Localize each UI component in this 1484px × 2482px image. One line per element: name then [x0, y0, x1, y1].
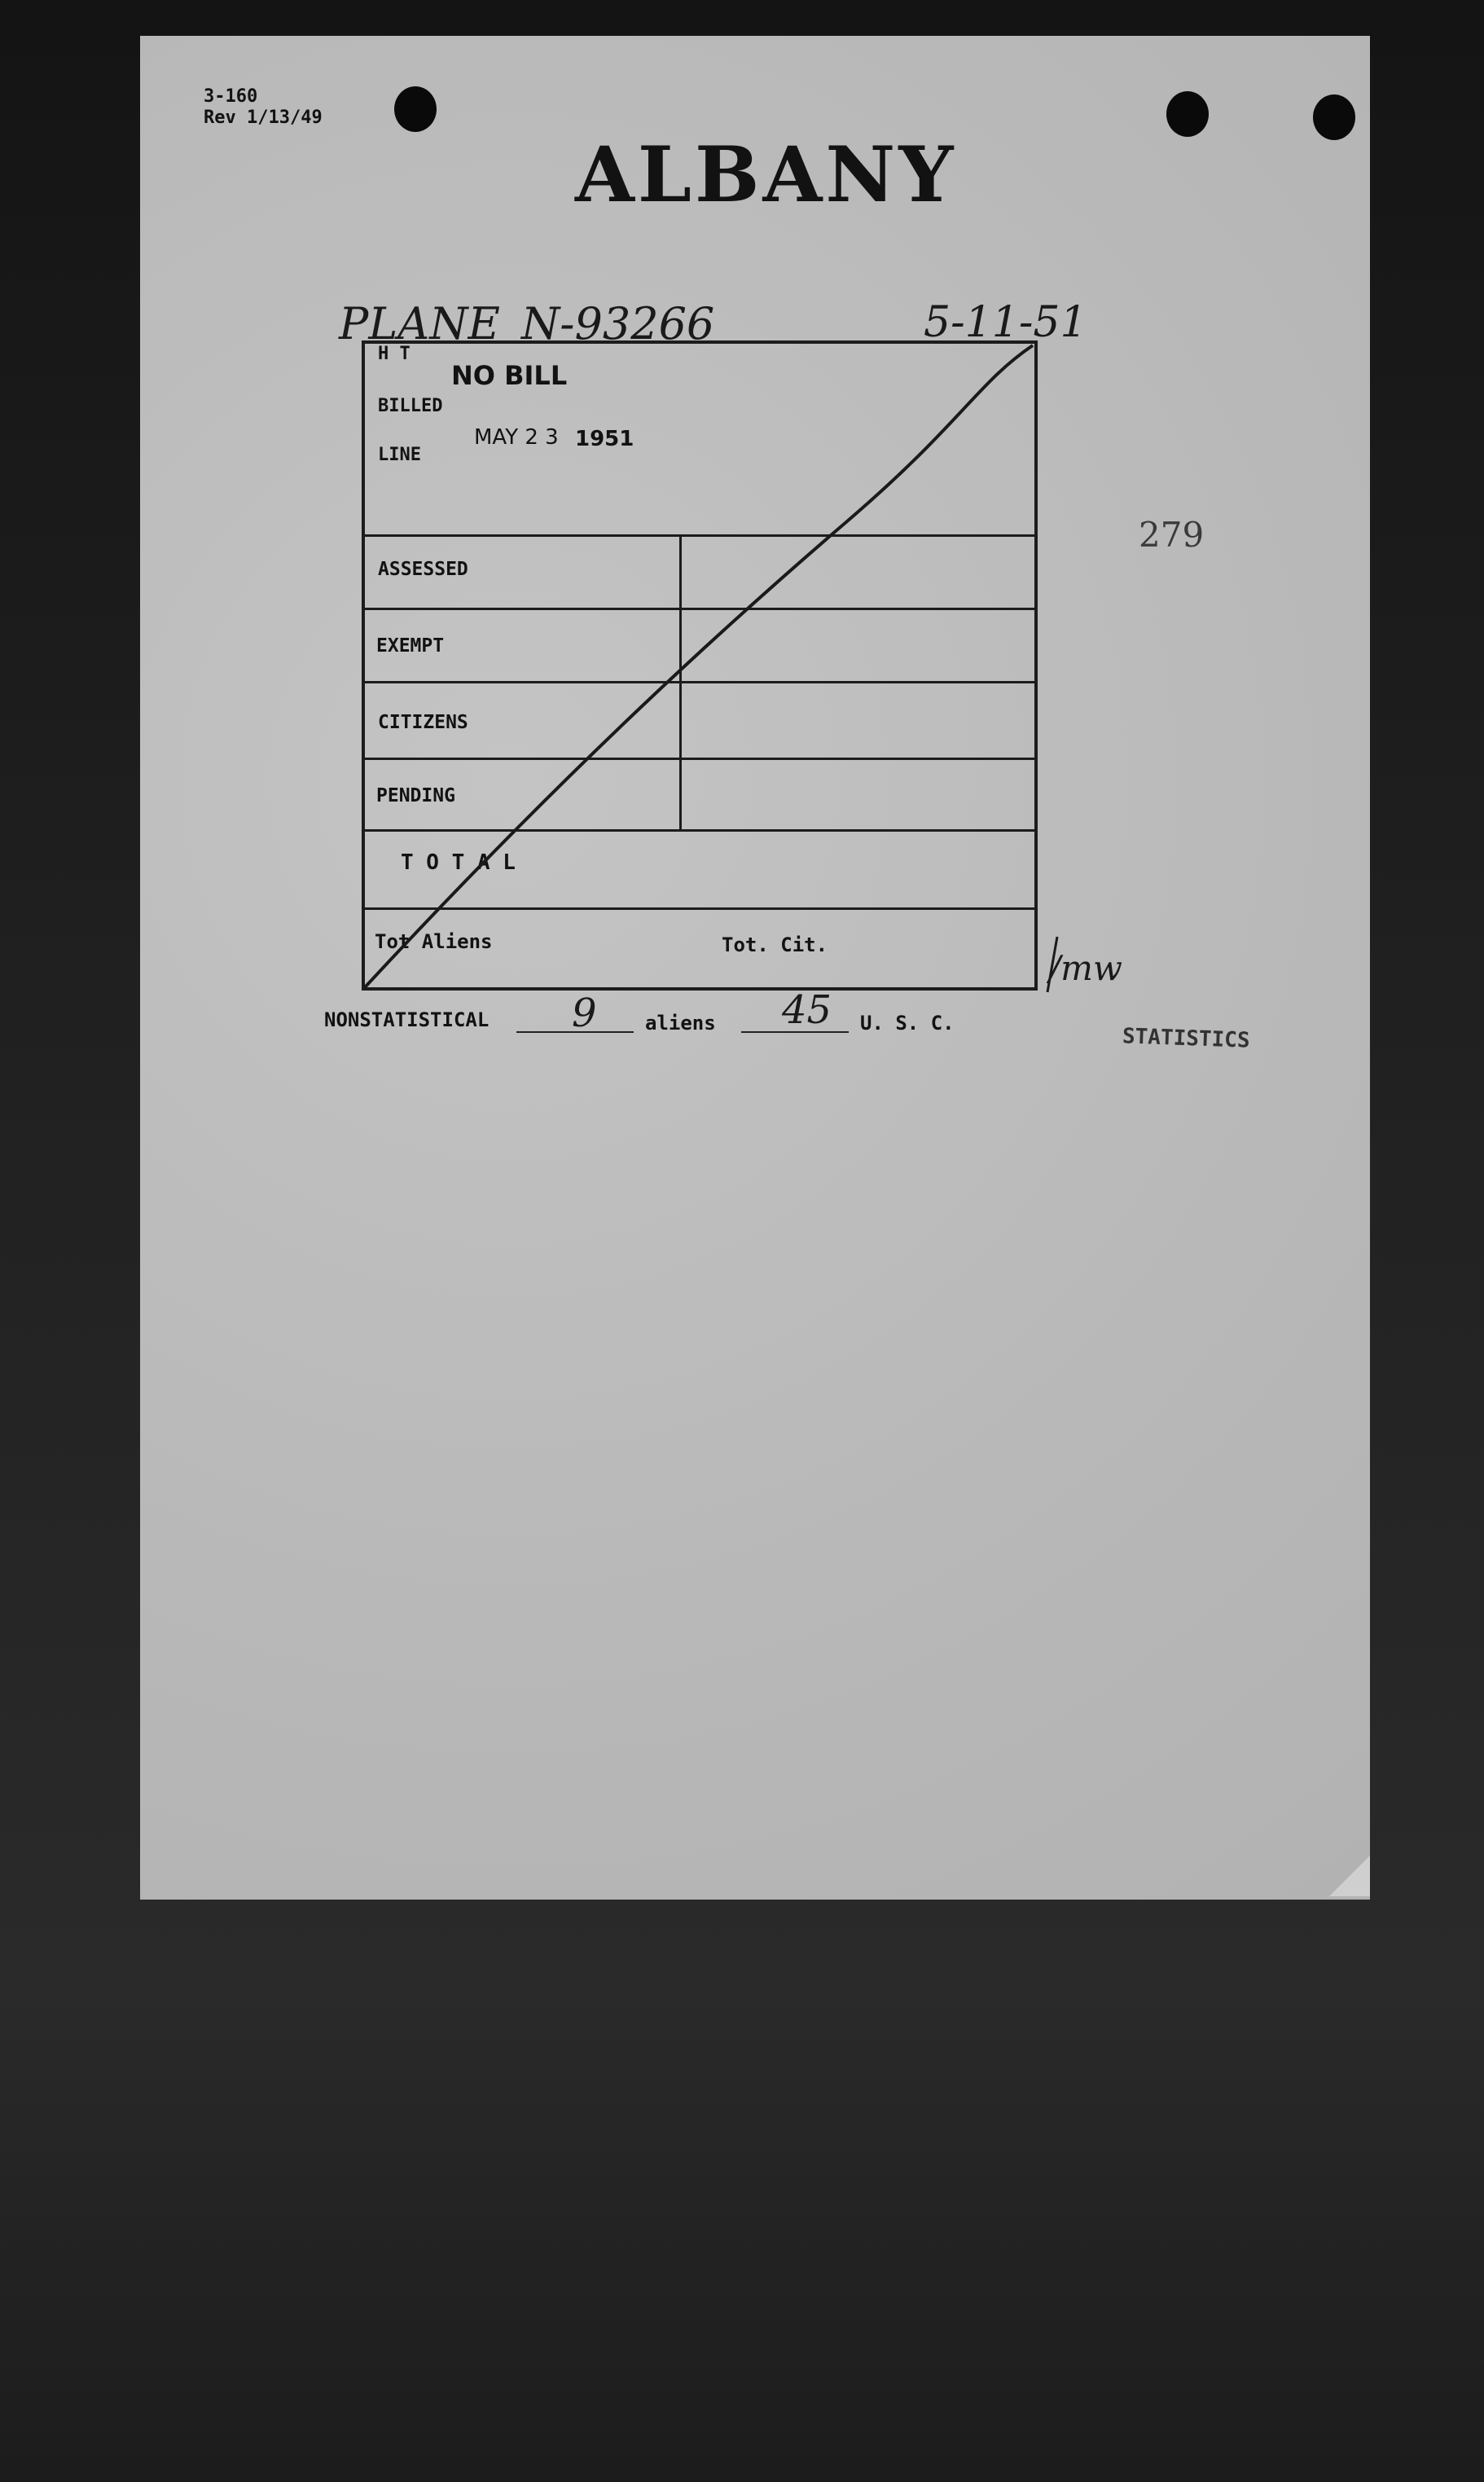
page-number: 279	[1139, 515, 1205, 555]
plane-number: N-93266	[521, 298, 715, 349]
billed-label: BILLED	[378, 396, 443, 416]
no-bill-stamp: NO BILL	[451, 360, 568, 391]
tot-cit-label: Tot. Cit.	[722, 933, 828, 956]
total-label: T O T A L	[401, 850, 516, 875]
date-stamp-year: 1951	[575, 427, 634, 451]
port-title: ALBANY	[575, 130, 957, 220]
tot-aliens-label: Tot Aliens	[375, 930, 493, 953]
row-label-pending: PENDING	[376, 785, 455, 806]
ht-label: H T	[378, 344, 411, 364]
aliens-label: aliens	[645, 1012, 716, 1035]
handwritten-initials: /mw	[1049, 948, 1122, 988]
punch-hole-right-2	[1313, 94, 1355, 140]
row-label-citizens: CITIZENS	[378, 712, 468, 733]
handwritten-date: 5-11-51	[924, 298, 1087, 347]
form-revision: Rev 1/13/49	[204, 108, 323, 128]
line-label: LINE	[378, 445, 421, 465]
row-divider-5	[362, 829, 1038, 832]
row-divider-6	[362, 907, 1038, 910]
nonstatistical-label: NONSTATISTICAL	[324, 1008, 490, 1031]
statistics-stamp: STATISTICS	[1122, 1024, 1251, 1053]
plane-label: PLANE	[339, 298, 500, 349]
row-label-assessed: ASSESSED	[378, 559, 468, 580]
aliens-count: 9	[572, 991, 597, 1036]
row-label-exempt: EXEMPT	[376, 635, 445, 657]
row-divider-1	[362, 534, 1038, 537]
column-divider	[679, 534, 682, 829]
form-number: 3-160	[204, 86, 258, 107]
row-divider-3	[362, 681, 1038, 683]
row-divider-4	[362, 758, 1038, 760]
date-stamp-month-day: MAY 2 3	[474, 425, 559, 450]
usc-count: 45	[782, 987, 832, 1033]
row-divider-2	[362, 608, 1038, 610]
statistics-form-box	[362, 340, 1038, 991]
usc-label: U. S. C.	[860, 1012, 955, 1035]
punch-hole-left	[394, 86, 437, 132]
punch-hole-right-1	[1166, 91, 1209, 137]
